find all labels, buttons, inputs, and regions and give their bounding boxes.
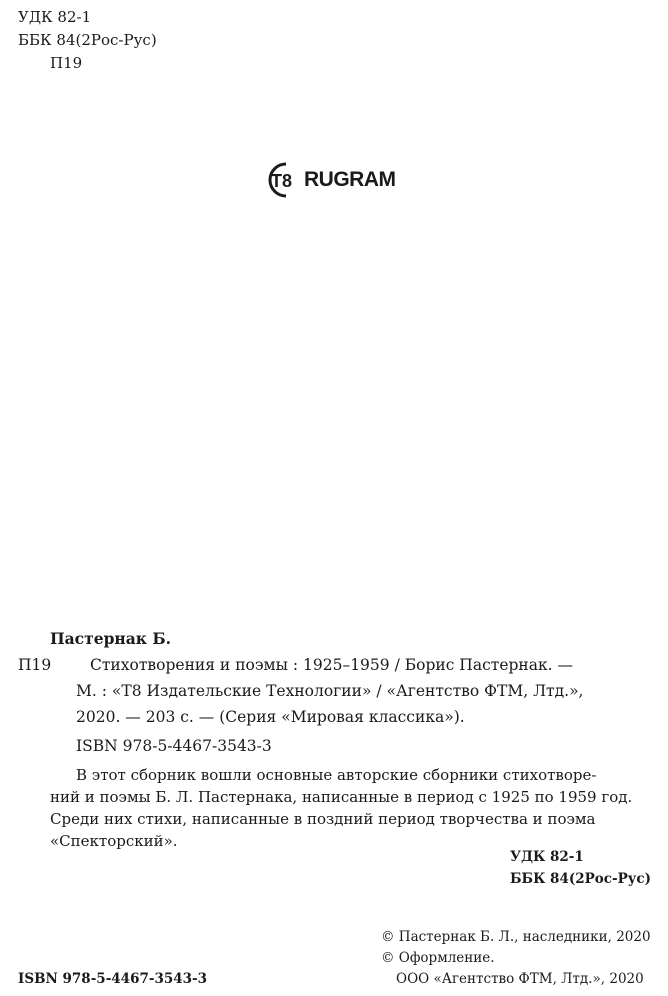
copyright-agency: ООО «Агентство ФТМ, Лтд.», 2020 xyxy=(396,971,644,987)
footer-isbn: ISBN 978-5-4467-3543-3 xyxy=(18,971,208,987)
catalog-line-2: М. : «Т8 Издательские Технологии» / «Агентство ФТМ, Лтд.», xyxy=(76,682,584,700)
logo-mark-text: T8 xyxy=(271,171,293,191)
annotation-line-3: Среди них стихи, написанные в поздний период творчества и поэма xyxy=(50,810,596,828)
catalog-udk: УДК 82-1 xyxy=(510,849,584,865)
annotation-line-1: В этот сборник вошли основные авторские сборники стихотворе- xyxy=(76,766,597,784)
logo-text: RUGRAM xyxy=(304,168,396,191)
catalog-author: Пастернак Б. xyxy=(50,629,172,648)
bbk-header: ББК 84(2Рос-Рус) xyxy=(18,31,157,49)
catalog-isbn: ISBN 978-5-4467-3543-3 xyxy=(76,737,272,755)
copyright-author: © Пастернак Б. Л., наследники, 2020 xyxy=(381,929,651,945)
author-sign-header: П19 xyxy=(50,54,83,72)
udk-header: УДК 82-1 xyxy=(18,8,92,26)
annotation-line-4: «Спекторский». xyxy=(50,832,178,850)
publisher-logo xyxy=(262,160,396,200)
copyright-design: © Оформление. xyxy=(381,950,495,966)
catalog-line-1: Стихотворения и поэмы : 1925–1959 / Борис Пастернак. — xyxy=(90,656,574,674)
annotation-line-2: ний и поэмы Б. Л. Пастернака, написанные в период с 1925 по 1959 год. xyxy=(50,788,633,806)
catalog-bbk: ББК 84(2Рос-Рус) xyxy=(510,871,651,887)
t8-rugram-logo-icon xyxy=(262,160,302,200)
catalog-code: П19 xyxy=(18,656,52,674)
catalog-line-3: 2020. — 203 с. — (Серия «Мировая классика»). xyxy=(76,708,465,726)
